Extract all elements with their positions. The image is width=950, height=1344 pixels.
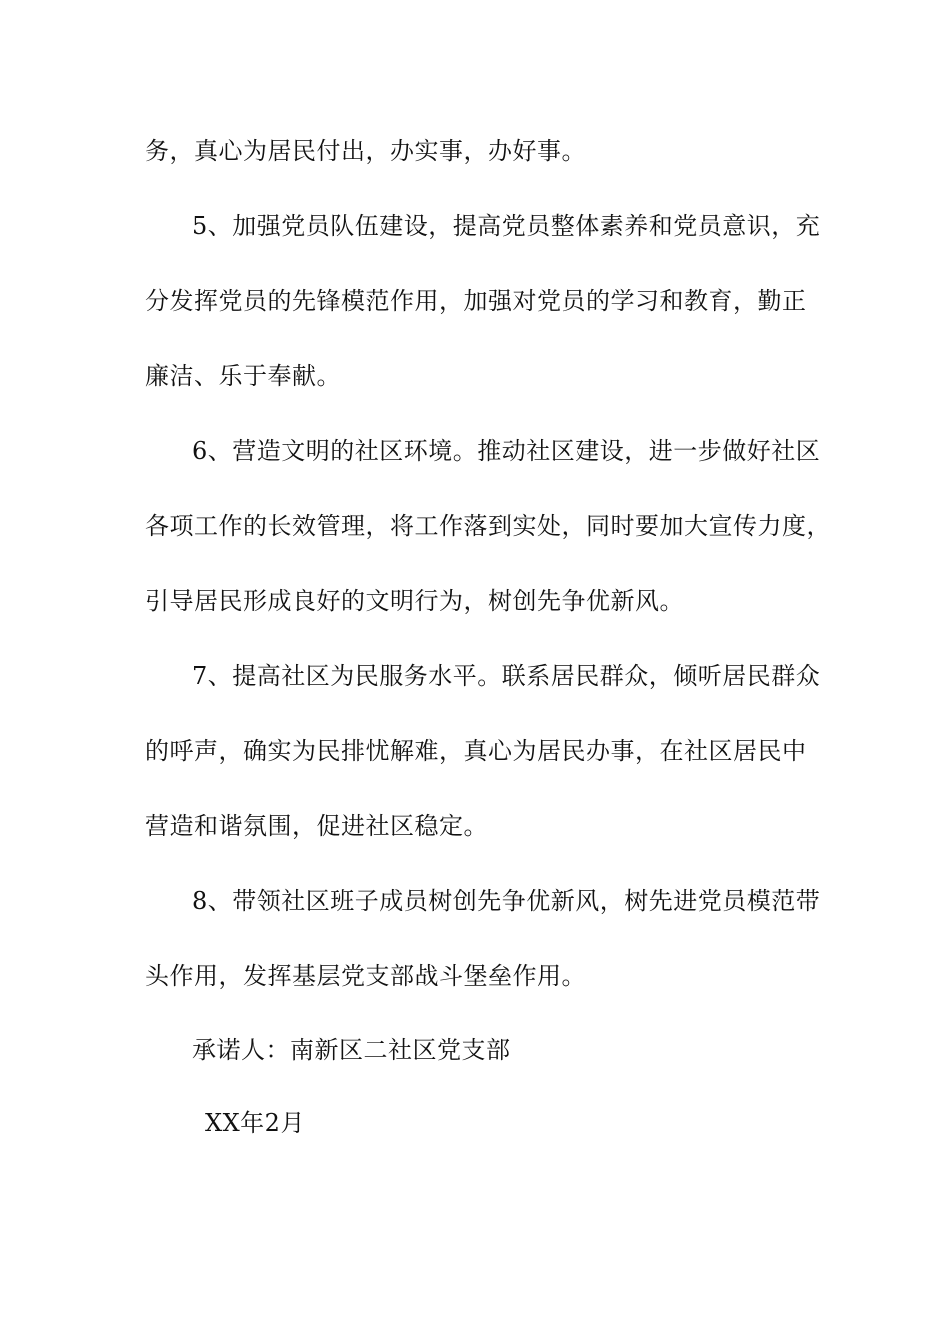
item-6-line-1: 6、营造文明的社区环境。推动社区建设，进一步做好社区 <box>192 437 821 465</box>
item-6-line-2: 各项工作的长效管理，将工作落到实处，同时要加大宣传力度， <box>145 512 831 540</box>
item-8-line-2: 头作用，发挥基层党支部战斗堡垒作用。 <box>145 962 586 990</box>
item-8-line-1: 8、带领社区班子成员树创先争优新风，树先进党员模范带 <box>192 887 821 915</box>
signatory: 承诺人：南新区二社区党支部 <box>192 1036 511 1064</box>
item-7-line-1: 7、提高社区为民服务水平。联系居民群众，倾听居民群众 <box>192 662 821 690</box>
item-5-line-2: 分发挥党员的先锋模范作用，加强对党员的学习和教育，勤正 <box>145 287 807 315</box>
text-line-1: 务，真心为居民付出，办实事，办好事。 <box>145 137 586 165</box>
item-7-line-2: 的呼声，确实为民排忧解难，真心为居民办事，在社区居民中 <box>145 737 807 765</box>
item-5-line-1: 5、加强党员队伍建设，提高党员整体素养和党员意识，充 <box>192 212 821 240</box>
document-date: XX年2月 <box>205 1109 305 1137</box>
item-6-line-3: 引导居民形成良好的文明行为，树创先争优新风。 <box>145 587 684 615</box>
item-5-line-3: 廉洁、乐于奉献。 <box>145 362 341 390</box>
item-7-line-3: 营造和谐氛围，促进社区稳定。 <box>145 812 488 840</box>
